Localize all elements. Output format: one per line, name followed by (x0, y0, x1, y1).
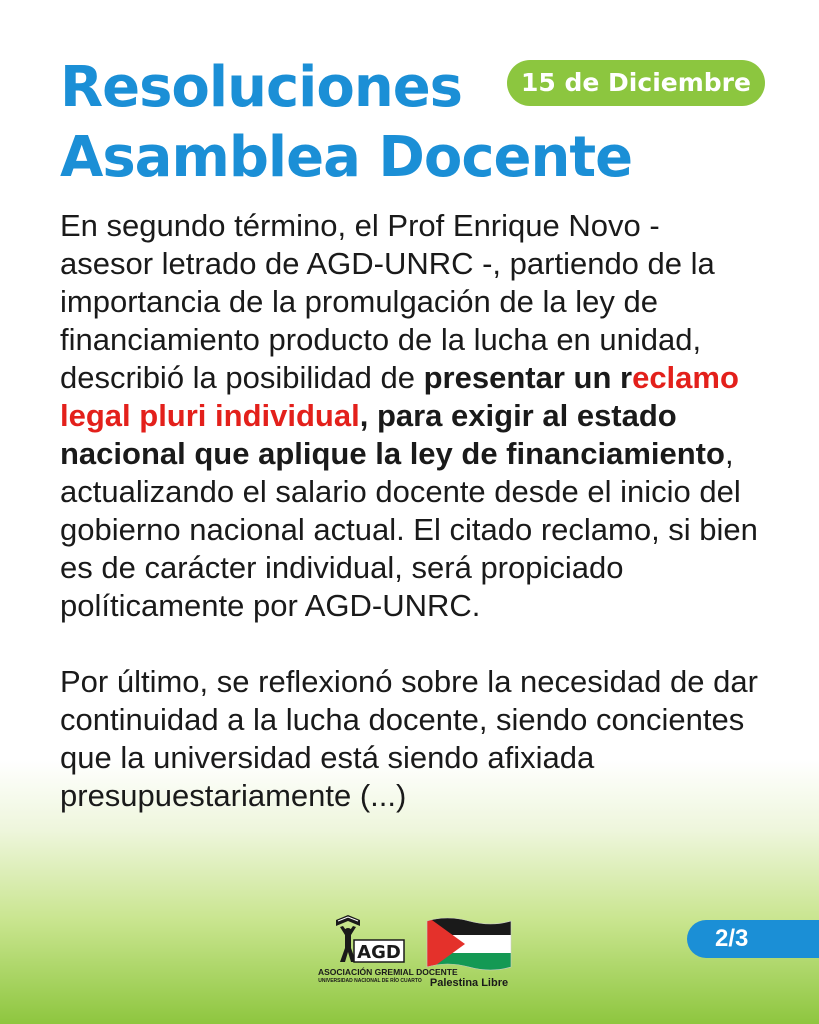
title-line-2: Asamblea Docente (60, 125, 633, 190)
paragraph-2: Por último, se reflexionó sobre la necesidad de dar continuidad a la lucha docente, siendo concientes que la universidad está siendo afixiada presupuestariamente (...) (60, 664, 758, 813)
p1-highlight-red: eclamo legal pluri individual (60, 360, 739, 433)
agd-logo-icon (318, 910, 422, 968)
title-line-1: Resoluciones (60, 55, 463, 120)
flag-caption: Palestina Libre (429, 977, 509, 989)
p1-intro: En segundo término, el Prof Enrique Novo - asesor letrado de AGD-UNRC -, partiendo de la importancia de la promulgación de la ley de financiamiento producto de la lucha en unidad, describió la posibilidad de (60, 208, 715, 395)
body-text (60, 207, 760, 815)
palestine-flag-icon (425, 915, 513, 973)
agd-logo (318, 910, 458, 990)
p1-bold-end: , para exigir al estado nacional que aplique la ley de financiamiento (60, 398, 725, 471)
agd-name: ASOCIACIÓN GREMIAL DOCENTE (318, 967, 458, 977)
agd-subtitle: UNIVERSIDAD NACIONAL DE RÍO CUARTO (318, 978, 422, 984)
agd-logo-letters: AGD (357, 942, 401, 963)
paragraph-1 (60, 207, 760, 625)
p1-bold-start: presentar un r (423, 360, 633, 395)
page-indicator: 2/3 (687, 920, 819, 958)
p1-rest: , actualizando el salario docente desde el inicio del gobierno nacional actual. El citado reclamo, si bien es de carácter individual, será propiciado políticamente por AGD-UNRC. (60, 436, 758, 623)
palestina-libre-badge (425, 915, 513, 995)
date-badge: 15 de Diciembre (507, 60, 765, 106)
